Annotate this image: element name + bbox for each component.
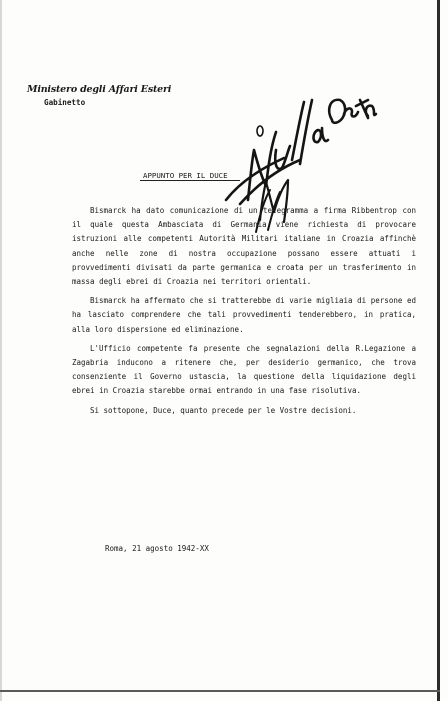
document-title: APPUNTO PER IL DUCE <box>143 171 228 180</box>
paragraph-3: L'Ufficio competente fa presente che segnalazioni della R.Legazione a Zagabria inducono a ritenere che, per desiderio germanico, che trova consenziente il Governo ustascia, la questione della liquidazione degli ebrei in Croazia starebbe ormai entrando in una fase risolutiva. <box>72 343 416 396</box>
letterhead-ministry: Ministero degli Affari Esteri <box>27 84 172 95</box>
page-bottom-border <box>0 690 440 692</box>
paragraph-4: Si sottopone, Duce, quanto precede per le Vostre decisioni. <box>90 405 357 415</box>
page-left-edge <box>0 0 2 701</box>
page-right-border <box>437 0 440 701</box>
paragraph-1: Bismarck ha dato comunicazione di un telegramma a firma Ribbentrop con il quale questa Ambasciata di Germania viene richiesta di provocare istruzioni alle competenti Autorità Militari italiane in Croazia affinchè anche nelle zone di nostra occupazione possano essere attuati i provvedimenti divisati da parte germanica e croata per un trasferimento in massa degli ebrei di Croazia nei territori orientali. <box>72 206 416 287</box>
title-underline <box>140 180 240 181</box>
paragraph-2: Bismarck ha affermato che si tratterebbe di varie migliaia di persone ed ha lasciato comprendere che tali provvedimenti tenderebbero, in pratica, alla loro dispersione ed eliminazione. <box>72 296 416 334</box>
date-line: Roma, 21 agosto 1942-XX <box>105 544 209 553</box>
letterhead-office: Gabinetto <box>44 98 86 107</box>
document-body <box>72 204 416 423</box>
